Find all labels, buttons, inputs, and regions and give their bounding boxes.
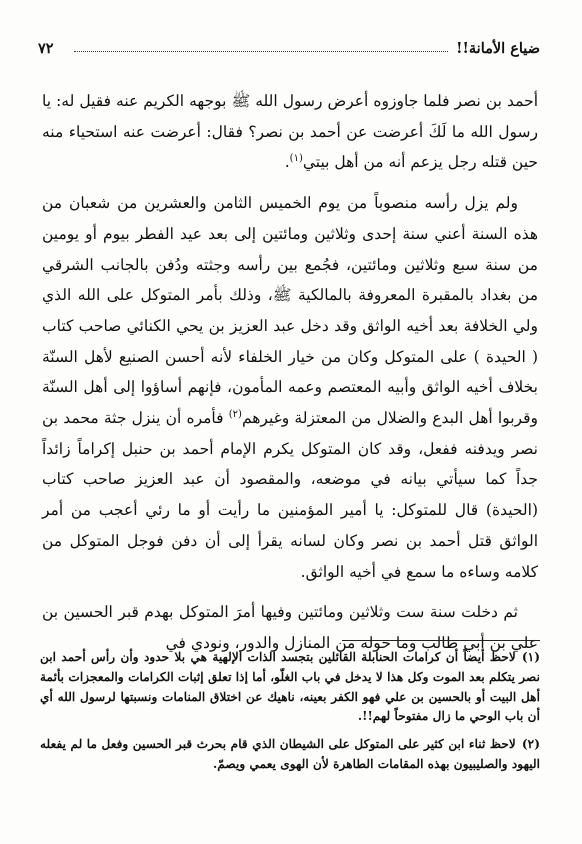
footnote-text: لاحظ ثناء ابن كثير على المتوكل على الشيطان الذي قام بحرث قبر الحسين وفعل ما لم يفعله اليهود والصليبيون بهذه المقامات الطاهرة لأن الهوى يعمي ويصمّ. bbox=[40, 737, 540, 771]
paragraph-text: ثم دخلت سنة ست وثلاثين ومائتين وفيها أمرَ المتوكل بهدم قبر الحسين بن علي بن أبي طالب وما حوله من المنازل والدور، ونودي في bbox=[42, 603, 538, 652]
header-title: ضياع الأمانة!! bbox=[456, 40, 540, 57]
paragraph-text: ولم يزل رأسه منصوباً من يوم الخميس الثامن والعشرين من شعبان من هذه السنة أعني سنة إحدى وثلاثين ومائتين إلى بعد عيد الفطر بيوم أو يومين من سنة سبع وثلاثين ومائتين، فجُمع بين رأسه وجثته ودُفن بالجانب الشرقي من بغداد بالمقبرة المعروفة بالمالكية ﷺ، وذلك بأمر المتوكل على الله الذي ولي الخلافة بعد أخيه الواثق وقد دخل عبد العزيز بن يحي الكنائي صاحب كتاب ( الحيدة ) على المتوكل وكان من خيار الخلفاء لأنه أحسن الصنيع لأهل السنّة بخلاف أخيه الواثق وأبيه المعتصم وعمه المأمون، فإنهم أساؤوا إلى أهل السنّة وقربوا أهل البدع والضلال من المعتزلة وغيرهم bbox=[42, 194, 538, 428]
header-dotted-leader bbox=[74, 51, 448, 52]
footnote-divider bbox=[342, 640, 540, 641]
footnote-1 bbox=[40, 648, 540, 727]
page-number: ٧٢ bbox=[38, 40, 54, 57]
footnote-number: (١) bbox=[521, 650, 540, 664]
footnote-number: (٢) bbox=[521, 737, 540, 752]
footnote-ref-2: (٢) bbox=[228, 408, 242, 420]
running-header bbox=[38, 40, 540, 62]
footnote-ref-1: (١) bbox=[289, 153, 303, 165]
paragraph-2 bbox=[42, 188, 538, 587]
paragraph-1 bbox=[42, 86, 538, 178]
footnote-2 bbox=[40, 735, 540, 775]
footnotes bbox=[40, 648, 540, 775]
footnote-text: لاحظ أيضاً أن كرامات الحنابلة القائلين بتجسد الذات الإلهية هي بلا حدود وأن رأس أحمد ابن نصر يتكلم بعد الموت وكل هذا لا يدخل في باب الغلّو، أما إذا تعلق إثبات الكرامات والمعجزات بأئمة أهل البيت أو بالحسين بن علي فهو الكفر بعينه، ناهيك عن اختلاق المنامات ونسبتها لرسول الله أي أن باب الوحي ما زال مفتوحاً لهم!!. bbox=[40, 650, 540, 724]
paragraph-text-end: فأمره أن ينزل جثة محمد بن نصر ويدفنه ففعل، وقد كان المتوكل يكرم الإمام أحمد بن حنبل إكراماً زائداً جداً كما سيأتي بيانه في موضعه، والمقصود أن عبد العزيز صاحب كتاب (الحيدة) قال للمتوكل: يا أمير المؤمنين ما رأيت أو ما رئي أعجب من أمر الواثق قتل أحمد بن نصر وكان لسانه يقرأ إلى أن دفن فوجل المتوكل من كلامه وساءه ما سمع في أخيه الواثق. bbox=[42, 409, 538, 581]
main-text bbox=[42, 86, 538, 659]
paragraph-text-end: . bbox=[284, 153, 290, 172]
paragraph-text: أحمد بن نصر فلما جاوزوه أعرض رسول الله ﷺ بوجهه الكريم عنه فقيل له: يا رسول الله ما لَكَ أعرضت عن أحمد بن نصر؟ فقال: أعرضت عنه استحياء منه حين قتله رجل يزعم أنه من أهل بيتي bbox=[42, 92, 538, 172]
